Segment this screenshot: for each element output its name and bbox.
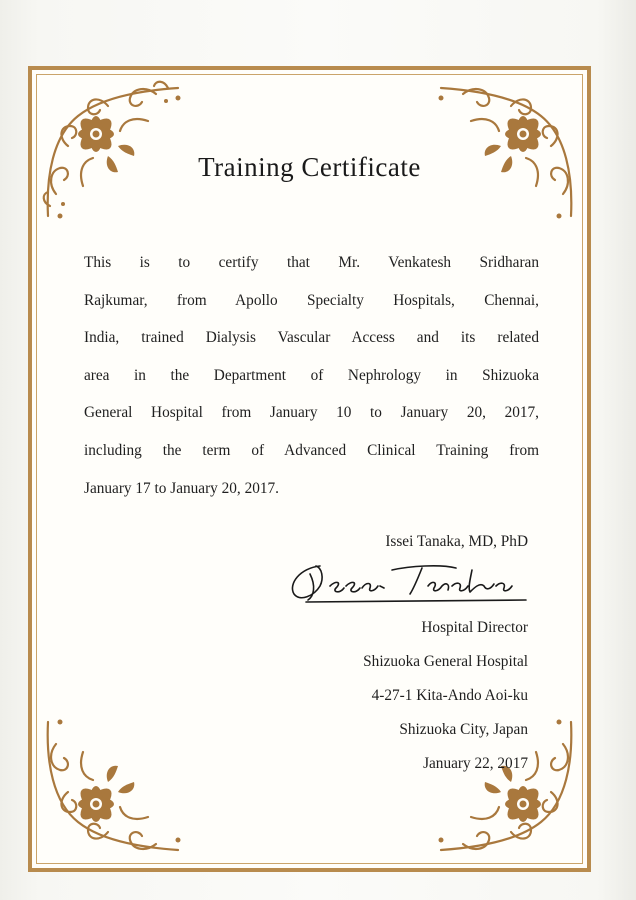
certificate-border	[28, 66, 591, 872]
hospital-name: Shizuoka General Hospital	[363, 653, 528, 670]
body-line: Rajkumar, from Apollo Specialty Hospitals, Chennai,	[84, 291, 539, 309]
body-line: This is to certify that Mr. Venkatesh Sridharan	[84, 254, 539, 271]
handwritten-signature	[280, 556, 528, 606]
address-line-1: 4-27-1 Kita-Ando Aoi-ku	[371, 687, 528, 704]
corner-ornament-bottom-left	[38, 712, 188, 862]
body-line: General Hospital from January 10 to January 20, 2017,	[84, 404, 539, 422]
address-line-2: Shizuoka City, Japan	[399, 721, 528, 738]
body-line: India, trained Dialysis Vascular Access and its related	[84, 329, 539, 347]
certificate-body	[84, 253, 539, 516]
body-line: January 17 to January 20, 2017.	[84, 479, 279, 497]
corner-ornament-top-left	[38, 76, 188, 226]
body-line: area in the Department of Nephrology in Shizuoka	[84, 366, 539, 384]
corner-ornament-top-right	[431, 76, 581, 226]
issue-date: January 22, 2017	[423, 755, 528, 772]
signatory-position: Hospital Director	[421, 619, 528, 636]
signatory-block	[280, 532, 528, 774]
certificate-title: Training Certificate	[198, 152, 421, 182]
signatory-name: Issei Tanaka, MD, PhD	[385, 533, 528, 550]
body-line: including the term of Advanced Clinical Training from	[84, 441, 539, 459]
